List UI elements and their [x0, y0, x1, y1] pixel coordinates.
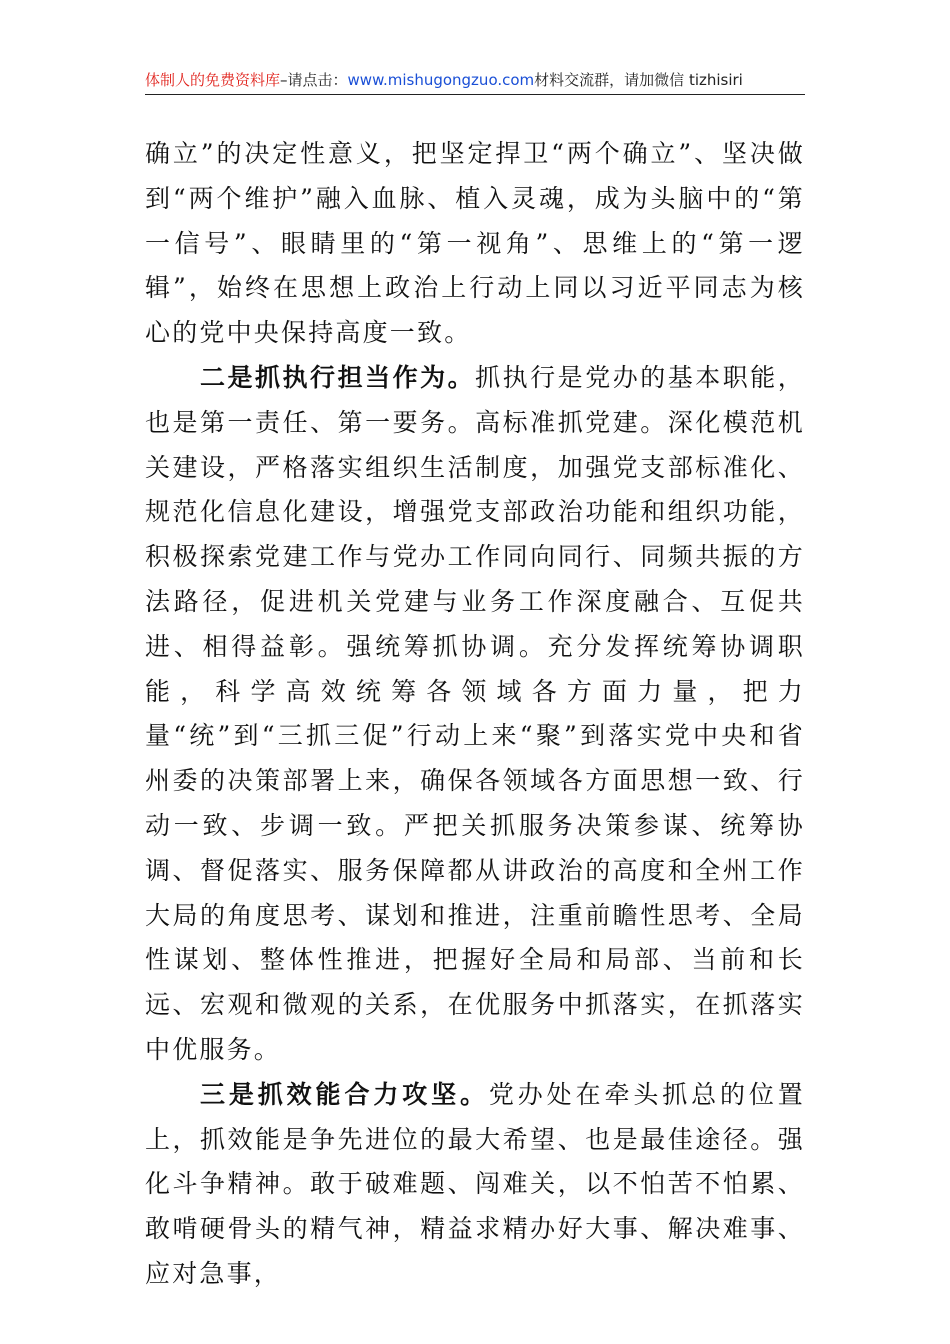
paragraph-3 — [145, 1073, 805, 1297]
paragraph-3-heading: 三是抓效能合力攻坚。 — [200, 1079, 489, 1109]
header-website-link[interactable]: www.mishugongzuo.com — [347, 71, 535, 89]
paragraph-1 — [145, 132, 805, 356]
paragraph-2-heading: 二是抓执行担当作为。 — [200, 362, 476, 392]
paragraph-1-text: 确立”的决定性意义，把坚定捍卫“两个确立”、坚决做到“两个维护”融入血脉、植入灵魂，成为头脑中的“第一信号”、眼睛里的“第一视角”、思维上的“第一逻辑”，始终在思想上政治上行动上同以习近平同志为核心的党中央保持高度一致。 — [145, 139, 805, 348]
header-contact: 材料交流群，请加微信 tizhisiri — [534, 71, 743, 89]
page-header — [145, 68, 805, 95]
paragraph-2 — [145, 356, 805, 1073]
paragraph-3-text: 党办处在牵头抓总的位置上，抓效能是争先进位的最大希望、也是最佳途径。强化斗争精神。敢于破难题、闯难关，以不怕苦不怕累、敢啃硬骨头的精气神，精益求精办好大事、解决难事、应对急事， — [145, 1079, 805, 1288]
header-prompt: –请点击： — [280, 71, 348, 89]
header-brand: 体制人的免费资料库 — [145, 71, 281, 89]
document-body — [145, 132, 805, 1297]
paragraph-2-text: 抓执行是党办的基本职能，也是第一责任、第一要务。高标准抓党建。深化模范机关建设，严格落实组织生活制度，加强党支部标准化、规范化信息化建设，增强党支部政治功能和组织功能，积极探索党建工作与党办工作同向同行、同频共振的方法路径，促进机关党建与业务工作深度融合、互促共进、相得益彰。强统筹抓协调。充分发挥统筹协调职能，科学高效统筹各领域各方面力量，把力量“统”到“三抓三促”行动上来“聚”到落实党中央和省州委的决策部署上来，确保各领域各方面思想一致、行动一致、步调一致。严把关抓服务决策参谋、统筹协调、督促落实、服务保障都从讲政治的高度和全州工作大局的角度思考、谋划和推进，注重前瞻性思考、全局性谋划、整体性推进，把握好全局和局部、当前和长远、宏观和微观的关系，在优服务中抓落实，在抓落实中优服务。 — [145, 362, 805, 1064]
